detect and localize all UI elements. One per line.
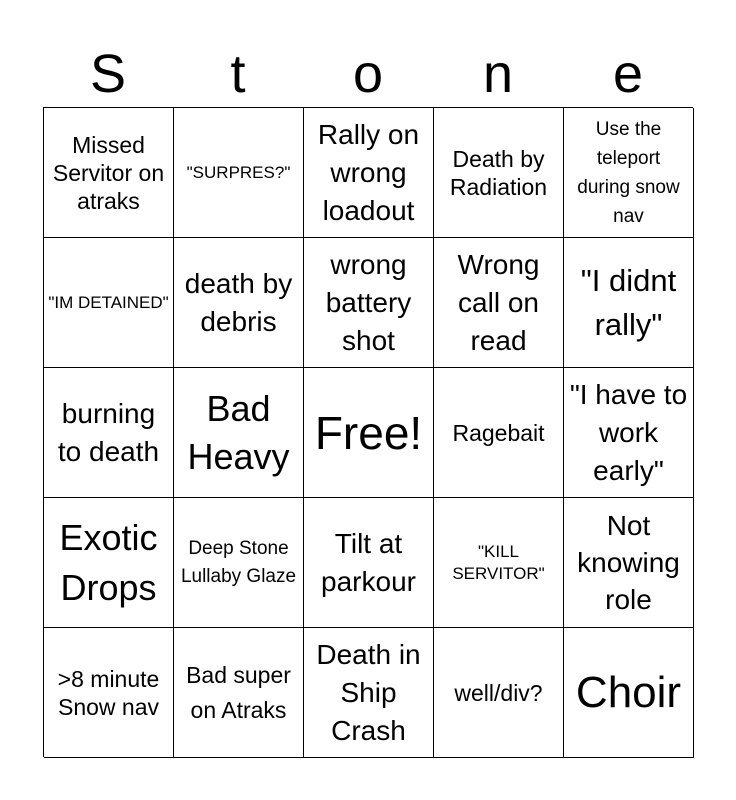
bingo-cell[interactable] bbox=[44, 498, 174, 628]
bingo-cell[interactable] bbox=[434, 108, 564, 238]
cell-text: "SURPRES?" bbox=[186, 162, 291, 182]
bingo-cell[interactable] bbox=[304, 498, 434, 628]
bingo-cell[interactable] bbox=[174, 108, 304, 238]
cell-text: "KILL SERVITOR" bbox=[452, 541, 545, 583]
cell-text: Tilt at parkour bbox=[321, 527, 416, 597]
bingo-cell[interactable] bbox=[44, 628, 174, 758]
cell-text: Death in Ship Crash bbox=[316, 638, 421, 746]
cell-text: "IM DETAINED" bbox=[48, 293, 169, 312]
cell-text: Missed Servitor on atraks bbox=[52, 131, 165, 214]
cell-text: Exotic Drops bbox=[59, 516, 158, 608]
bingo-cell[interactable] bbox=[174, 238, 304, 368]
bingo-cell[interactable] bbox=[564, 628, 694, 758]
bingo-cell[interactable] bbox=[564, 108, 694, 238]
cell-text: Not knowing role bbox=[577, 510, 680, 615]
title-letter: t bbox=[230, 44, 246, 104]
cell-text: Deep Stone Lullaby Glaze bbox=[180, 537, 297, 587]
cell-text: Choir bbox=[575, 667, 682, 717]
title-letter: n bbox=[482, 44, 514, 104]
bingo-cell[interactable] bbox=[434, 238, 564, 368]
cell-text: Death by Radiation bbox=[449, 145, 548, 200]
cell-text: burning to death bbox=[57, 397, 160, 467]
bingo-cell[interactable] bbox=[174, 368, 304, 498]
title-letter: o bbox=[352, 44, 384, 104]
cell-text: "I didnt rally" bbox=[580, 262, 677, 342]
title-letter: e bbox=[612, 44, 644, 104]
cell-text: Free! bbox=[314, 406, 423, 459]
cell-text: Ragebait bbox=[452, 419, 545, 446]
cell-text: Bad super on Atraks bbox=[186, 661, 291, 723]
title-letter: S bbox=[89, 44, 127, 104]
cell-text: well/div? bbox=[454, 679, 543, 706]
cell-text: Bad Heavy bbox=[187, 387, 290, 477]
cell-text: Use the teleport during snow nav bbox=[577, 118, 680, 227]
cell-text: Wrong call on read bbox=[457, 248, 540, 356]
cell-text: Rally on wrong loadout bbox=[317, 118, 420, 226]
bingo-cell[interactable] bbox=[44, 108, 174, 238]
bingo-cell[interactable] bbox=[304, 108, 434, 238]
cell-text: death by debris bbox=[184, 267, 293, 337]
bingo-cell[interactable] bbox=[174, 498, 304, 628]
bingo-cell[interactable] bbox=[564, 238, 694, 368]
bingo-cell[interactable] bbox=[174, 628, 304, 758]
cell-text: >8 minute Snow nav bbox=[57, 665, 160, 720]
bingo-cell[interactable] bbox=[304, 628, 434, 758]
bingo-cell[interactable] bbox=[564, 368, 694, 498]
bingo-cell[interactable] bbox=[564, 498, 694, 628]
cell-text: wrong battery shot bbox=[325, 248, 412, 356]
bingo-cell[interactable] bbox=[44, 368, 174, 498]
bingo-cell[interactable] bbox=[434, 368, 564, 498]
bingo-cell[interactable] bbox=[304, 238, 434, 368]
bingo-title bbox=[43, 40, 693, 108]
bingo-cell[interactable] bbox=[434, 628, 564, 758]
bingo-cell[interactable] bbox=[304, 368, 434, 498]
bingo-cell[interactable] bbox=[44, 238, 174, 368]
bingo-cell[interactable] bbox=[434, 498, 564, 628]
cell-text: "I have to work early" bbox=[569, 378, 688, 486]
bingo-board bbox=[43, 107, 693, 757]
